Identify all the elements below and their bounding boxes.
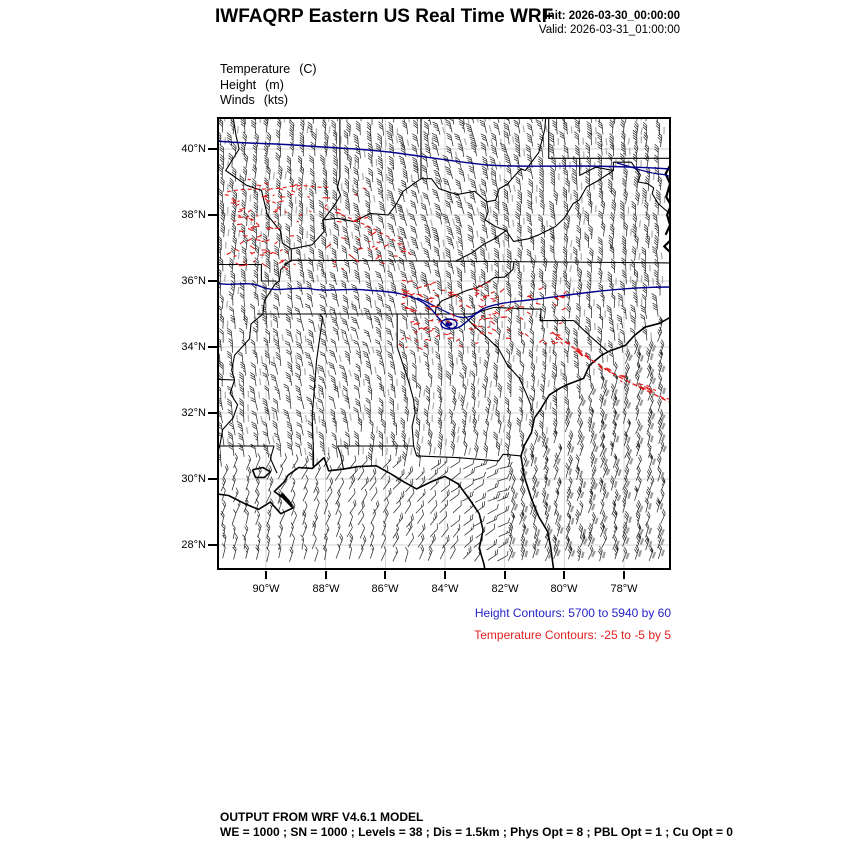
- model-footer: [220, 810, 733, 840]
- legend-height-label: Height: [220, 77, 257, 92]
- lon-label-84w: 84°W: [431, 583, 459, 595]
- legend-height-unit: (m): [265, 77, 284, 92]
- legend-temperature: [220, 62, 317, 78]
- temperature-caption: Temperature Contours: -25 to -5 by 5: [474, 628, 671, 642]
- lat-label-36n: 36°N: [181, 275, 206, 287]
- footer-model-line: OUTPUT FROM WRF V4.6.1 MODEL: [220, 810, 424, 824]
- lat-tick: [208, 412, 217, 414]
- lat-label-32n: 32°N: [181, 407, 206, 419]
- lat-label-38n: 38°N: [181, 209, 206, 221]
- lat-label-28n: 28°N: [181, 539, 206, 551]
- lat-label-40n: 40°N: [181, 143, 206, 155]
- height-caption: Height Contours: 5700 to 5940 by 60: [474, 606, 671, 620]
- lon-label-78w: 78°W: [610, 583, 638, 595]
- legend-temperature-unit: (C): [299, 62, 317, 76]
- legend-winds-label: Winds: [220, 93, 255, 107]
- lon-label-86w: 86°W: [371, 583, 399, 595]
- lat-label-30n: 30°N: [181, 473, 206, 485]
- lon-tick: [325, 571, 327, 579]
- lon-label-82w: 82°W: [491, 583, 519, 595]
- field-legend: [220, 62, 317, 109]
- legend-height: [220, 78, 317, 94]
- lon-tick: [265, 571, 267, 579]
- lon-label-90w: 90°W: [252, 583, 280, 595]
- lon-tick: [504, 571, 506, 579]
- footer-config-line: WE = 1000 ; SN = 1000 ; Levels = 38 ; Dis = 1.5km ; Phys Opt = 8 ; PBL Opt = 1 ; Cu Opt = 0: [220, 825, 733, 839]
- lat-tick: [208, 544, 217, 546]
- lat-tick: [208, 346, 217, 348]
- lon-tick: [384, 571, 386, 579]
- init-time: Init: 2026-03-30_00:00:00: [544, 10, 680, 22]
- lat-tick: [208, 478, 217, 480]
- legend-winds: [220, 93, 317, 109]
- lon-tick: [563, 571, 565, 579]
- lon-tick: [444, 571, 446, 579]
- lon-label-80w: 80°W: [550, 583, 578, 595]
- run-info: [539, 9, 680, 37]
- lon-tick: [623, 571, 625, 579]
- valid-time: Valid: 2026-03-31_01:00:00: [538, 24, 680, 36]
- lat-tick: [208, 280, 217, 282]
- map-canvas: [217, 117, 671, 570]
- lat-tick: [208, 214, 217, 216]
- legend-winds-unit: (kts): [263, 93, 289, 107]
- lat-label-34n: 34°N: [181, 341, 206, 353]
- lon-label-88w: 88°W: [312, 583, 340, 595]
- lat-tick: [208, 148, 217, 150]
- legend-temperature-label: Temperature: [220, 62, 291, 76]
- plot-title: IWFAQRP Eastern US Real Time WRF: [215, 6, 554, 27]
